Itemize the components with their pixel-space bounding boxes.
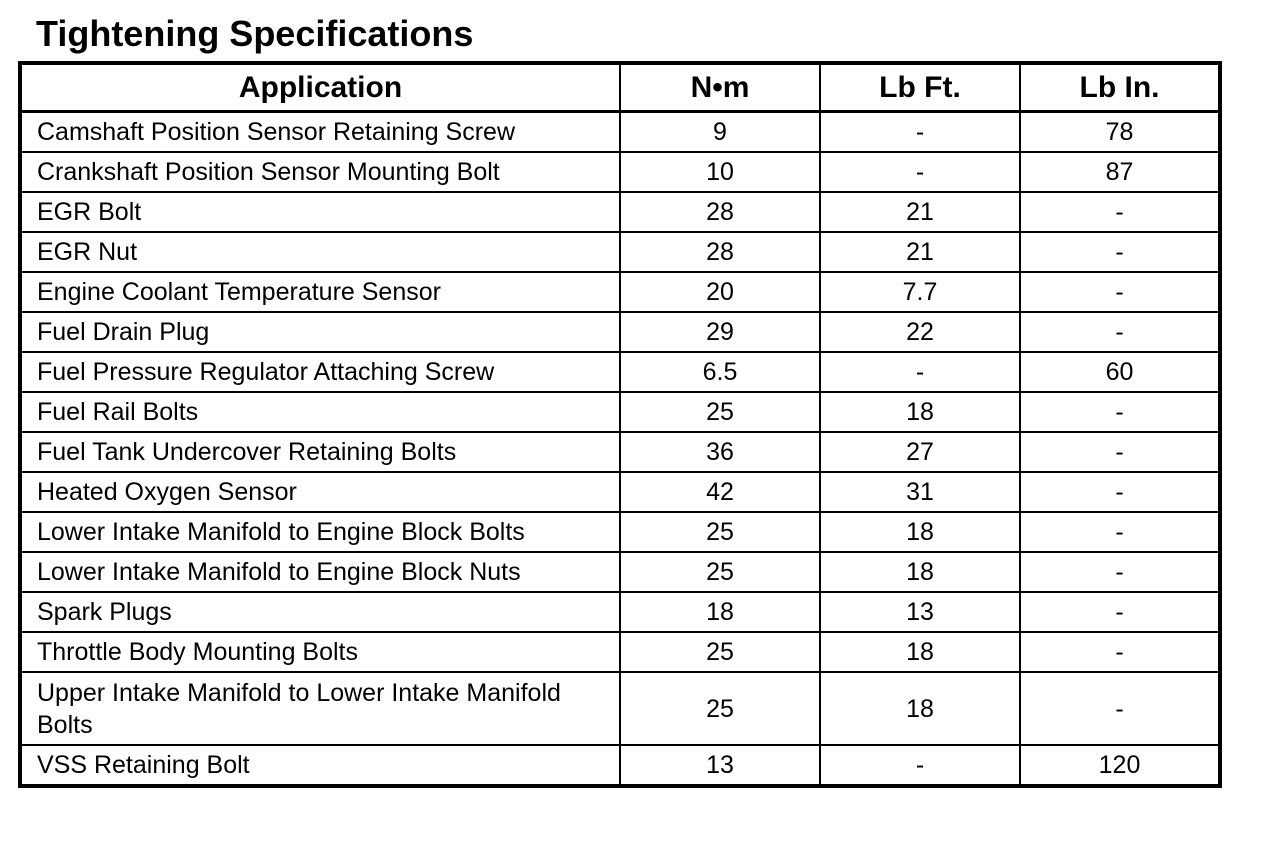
cell-nm: 20 xyxy=(620,272,820,312)
cell-application: Lower Intake Manifold to Engine Block Nuts xyxy=(20,552,620,592)
cell-nm: 28 xyxy=(620,192,820,232)
table-row xyxy=(20,192,1220,232)
cell-lb-ft: 18 xyxy=(820,632,1020,672)
header-lb-in: Lb In. xyxy=(1020,63,1220,112)
cell-lb-ft: - xyxy=(820,352,1020,392)
cell-nm: 25 xyxy=(620,512,820,552)
cell-lb-ft: 7.7 xyxy=(820,272,1020,312)
table-row xyxy=(20,592,1220,632)
cell-lb-ft: 18 xyxy=(820,552,1020,592)
cell-lb-ft: - xyxy=(820,152,1020,192)
cell-lb-in: - xyxy=(1020,232,1220,272)
cell-lb-ft: 18 xyxy=(820,512,1020,552)
table-header-row xyxy=(20,63,1220,112)
cell-lb-in: - xyxy=(1020,432,1220,472)
cell-lb-ft: 13 xyxy=(820,592,1020,632)
table-row xyxy=(20,152,1220,192)
cell-lb-in: - xyxy=(1020,192,1220,232)
table-row xyxy=(20,232,1220,272)
cell-application: VSS Retaining Bolt xyxy=(20,745,620,786)
table-row xyxy=(20,672,1220,745)
cell-lb-in: 78 xyxy=(1020,112,1220,153)
table-row xyxy=(20,392,1220,432)
table-row xyxy=(20,472,1220,512)
cell-nm: 42 xyxy=(620,472,820,512)
cell-application: Fuel Pressure Regulator Attaching Screw xyxy=(20,352,620,392)
cell-application: Lower Intake Manifold to Engine Block Bolts xyxy=(20,512,620,552)
cell-application: Fuel Rail Bolts xyxy=(20,392,620,432)
cell-application: EGR Bolt xyxy=(20,192,620,232)
cell-lb-ft: 21 xyxy=(820,232,1020,272)
cell-lb-in: - xyxy=(1020,472,1220,512)
table-row xyxy=(20,272,1220,312)
table-row xyxy=(20,312,1220,352)
cell-nm: 6.5 xyxy=(620,352,820,392)
cell-lb-ft: 18 xyxy=(820,392,1020,432)
cell-application: Spark Plugs xyxy=(20,592,620,632)
cell-lb-in: 120 xyxy=(1020,745,1220,786)
cell-nm: 25 xyxy=(620,632,820,672)
tightening-spec-table xyxy=(18,61,1222,788)
cell-nm: 25 xyxy=(620,552,820,592)
cell-nm: 36 xyxy=(620,432,820,472)
cell-lb-ft: - xyxy=(820,745,1020,786)
cell-nm: 13 xyxy=(620,745,820,786)
cell-application: Heated Oxygen Sensor xyxy=(20,472,620,512)
cell-nm: 18 xyxy=(620,592,820,632)
table-row xyxy=(20,745,1220,786)
cell-lb-in: - xyxy=(1020,592,1220,632)
cell-application: EGR Nut xyxy=(20,232,620,272)
cell-lb-in: - xyxy=(1020,552,1220,592)
cell-nm: 10 xyxy=(620,152,820,192)
cell-nm: 29 xyxy=(620,312,820,352)
cell-nm: 28 xyxy=(620,232,820,272)
table-row xyxy=(20,552,1220,592)
cell-lb-ft: 21 xyxy=(820,192,1020,232)
page-title: Tightening Specifications xyxy=(36,13,474,54)
cell-lb-ft: - xyxy=(820,112,1020,153)
table-row xyxy=(20,112,1220,153)
cell-application: Camshaft Position Sensor Retaining Screw xyxy=(20,112,620,153)
header-application: Application xyxy=(20,63,620,112)
cell-nm: 9 xyxy=(620,112,820,153)
cell-application: Fuel Tank Undercover Retaining Bolts xyxy=(20,432,620,472)
cell-nm: 25 xyxy=(620,672,820,745)
cell-application: Upper Intake Manifold to Lower Intake Manifold Bolts xyxy=(20,672,620,745)
table-row xyxy=(20,352,1220,392)
cell-application: Engine Coolant Temperature Sensor xyxy=(20,272,620,312)
cell-lb-in: - xyxy=(1020,512,1220,552)
cell-lb-in: - xyxy=(1020,392,1220,432)
cell-lb-ft: 18 xyxy=(820,672,1020,745)
cell-lb-ft: 31 xyxy=(820,472,1020,512)
cell-lb-ft: 27 xyxy=(820,432,1020,472)
cell-lb-in: - xyxy=(1020,312,1220,352)
cell-lb-in: - xyxy=(1020,632,1220,672)
cell-nm: 25 xyxy=(620,392,820,432)
cell-lb-in: 87 xyxy=(1020,152,1220,192)
cell-application: Crankshaft Position Sensor Mounting Bolt xyxy=(20,152,620,192)
cell-lb-in: - xyxy=(1020,272,1220,312)
cell-application: Throttle Body Mounting Bolts xyxy=(20,632,620,672)
header-nm: N•m xyxy=(620,63,820,112)
cell-lb-in: - xyxy=(1020,672,1220,745)
table-row xyxy=(20,632,1220,672)
cell-lb-ft: 22 xyxy=(820,312,1020,352)
cell-application: Fuel Drain Plug xyxy=(20,312,620,352)
table-row xyxy=(20,512,1220,552)
header-lb-ft: Lb Ft. xyxy=(820,63,1020,112)
cell-lb-in: 60 xyxy=(1020,352,1220,392)
table-row xyxy=(20,432,1220,472)
